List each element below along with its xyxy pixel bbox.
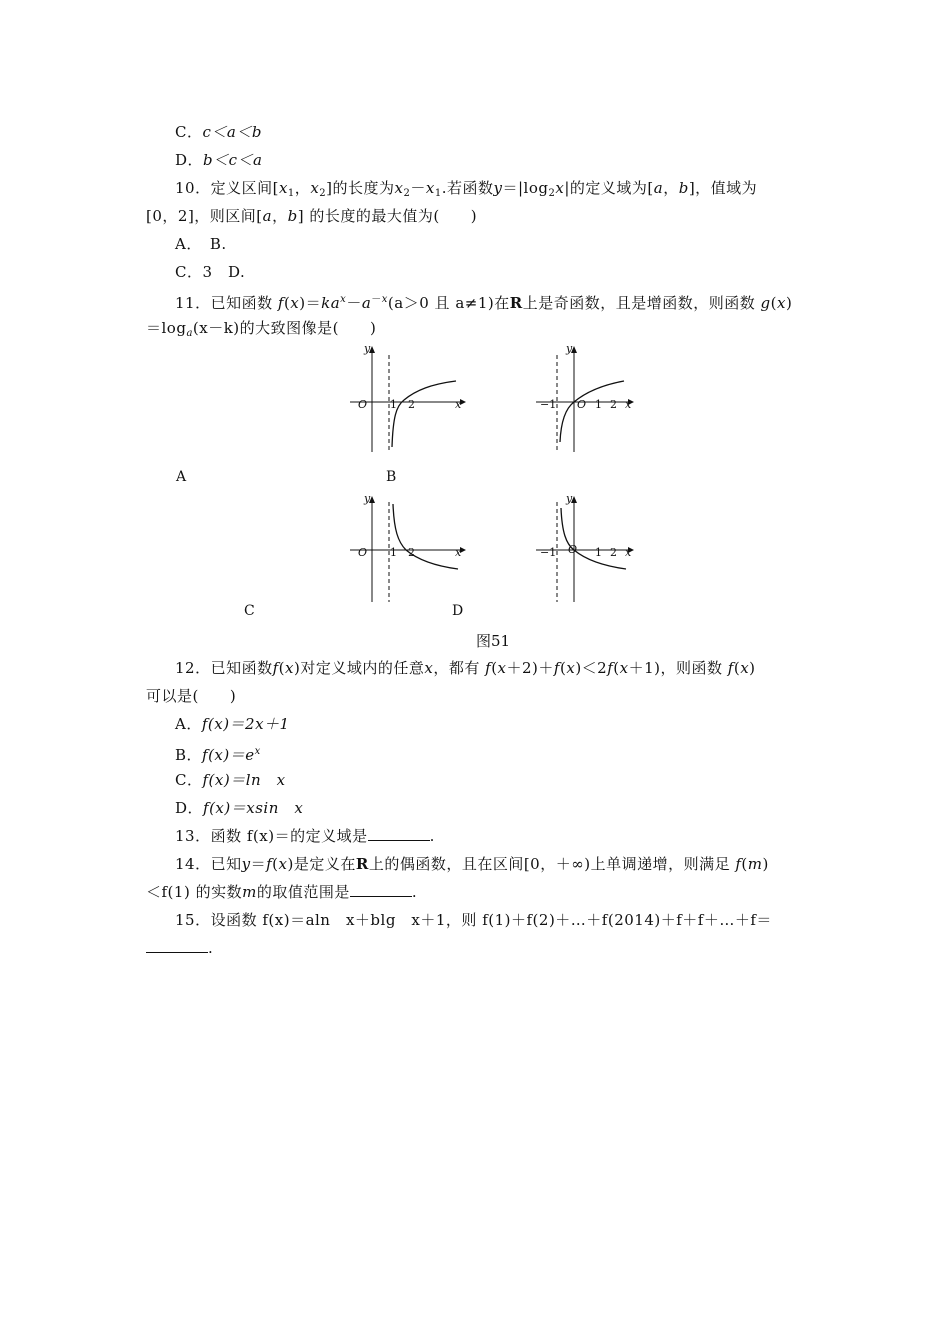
q10-sub1b: 1 [434, 188, 442, 199]
q14-text: 是定义在 [293, 855, 356, 873]
q10-x1b: x [425, 179, 435, 197]
y-label: y [566, 492, 573, 505]
curve [393, 504, 458, 569]
q11-text: (a＞0 且 [387, 294, 451, 312]
y-label: y [566, 342, 573, 355]
graph-d [528, 490, 643, 609]
q10-comma: ， [294, 179, 311, 197]
q10-text: .若函数 [441, 179, 494, 197]
y-label: y [364, 342, 371, 355]
real-set-symbol: R [355, 855, 369, 873]
real-set-symbol: R [509, 294, 523, 312]
q15-line-1: 15．设函数 f(x)＝aln x＋blg x＋1，则 f(1)＋f(2)＋…＋f(2014)＋f＋f＋…＋f＝ [175, 911, 772, 929]
q10-a2: a [262, 207, 273, 225]
x-label: x [625, 546, 632, 559]
q9-option-c [175, 122, 262, 142]
q10-base: 2 [548, 188, 556, 199]
q14-line-2 [146, 882, 417, 902]
q14-text: 14．已知 [175, 855, 242, 873]
q10-text: 定义区间[ [210, 179, 279, 197]
tick-2: 2 [408, 546, 415, 559]
q14-text: 上的偶函数，且在区间[0，＋∞)上单调递增，则满足 [368, 855, 731, 873]
option-expression: b＜c＜a [203, 151, 263, 169]
curve [561, 508, 626, 569]
option-superscript: x [254, 746, 261, 757]
q14-text: 的取值范围是 [256, 883, 350, 901]
q10-line-1: 10．定义区间[$x_1$，$x_2$]的长度为$x_2-x_1$.若函数$y=|\log_2x|$的定义域为[a，b]，值域为 [175, 179, 758, 199]
answer-blank [350, 882, 412, 897]
q10-text: ]，值域为 [688, 179, 758, 197]
q12-option-b [175, 742, 261, 765]
q12-text: 对定义域内的任意 [300, 659, 425, 677]
tick-1: 1 [390, 398, 397, 411]
q10-text: ] 的长度的最大值为( ) [297, 207, 478, 225]
graph-label-a: A [176, 469, 187, 485]
curve [560, 381, 624, 442]
answer-blank [368, 826, 430, 841]
option-label: C． [175, 123, 203, 141]
option-label: D． [175, 151, 204, 169]
q10-b2: b [287, 207, 298, 225]
q12-option-c [175, 770, 286, 790]
q10-sub2: 2 [319, 188, 327, 199]
answer-blank [146, 938, 208, 953]
q11-text: a≠1)在 [455, 294, 510, 312]
q14-text: ＜f(1) 的实数 [146, 883, 243, 901]
figure-caption: 图51 [476, 632, 511, 650]
q11-text: 11．已知函数 [175, 294, 273, 312]
q10-options-cd: C．3 D. [175, 263, 246, 281]
q14-line-1: 14．已知y＝f(x)是定义在R上的偶函数，且在区间[0，＋∞)上单调递增，则满足 f(m) [175, 855, 769, 873]
q15-line-2 [146, 938, 213, 958]
q10-line-2: [0，2]，则区间[a，b] 的长度的最大值为( ) [146, 207, 478, 225]
q15-period: . [208, 939, 214, 957]
q12-option-a [175, 714, 290, 734]
x-label: x [455, 398, 462, 411]
q11-fx: f [277, 294, 284, 312]
q11-text: ＝log [146, 319, 187, 337]
origin-label: O [358, 546, 368, 559]
q12-line-1: 12．已知函数f(x)对定义域内的任意x，都有 f(x＋2)＋f(x)＜2f(x＋1)，则函数 f(x) [175, 659, 756, 677]
q10-options-ab: A． B. [175, 235, 227, 253]
q10-x1: x [278, 179, 288, 197]
graph-a [340, 340, 470, 459]
curve [392, 381, 456, 447]
graph-c [340, 490, 470, 609]
q10-x2b: x [394, 179, 404, 197]
q10-sub1: 1 [287, 188, 295, 199]
graph-label-d: D [452, 603, 464, 619]
tick-2: 2 [408, 398, 415, 411]
q10-text: |的定义域为[ [564, 179, 654, 197]
origin-label: O [568, 543, 578, 556]
origin-label: O [358, 398, 368, 411]
q12-line-2: 可以是( ) [146, 687, 237, 705]
q10-text: [0，2]，则区间[ [146, 207, 263, 225]
option-label: B． [175, 746, 203, 764]
option-expression: c＜a＜b [202, 123, 262, 141]
q14-m: m [242, 883, 257, 901]
graph-b [528, 340, 643, 459]
q12-text: ，都有 [433, 659, 480, 677]
q13-line [175, 826, 435, 846]
option-label: C． [175, 771, 203, 789]
q13-text: 13．函数 f(x)＝的定义域是 [175, 827, 368, 845]
q10-y: y [493, 179, 503, 197]
q10-b: b [678, 179, 689, 197]
graph-label-b: B [386, 469, 397, 485]
q12-option-d [175, 798, 303, 818]
tick-minus-1: −1 [540, 398, 557, 411]
q11-text: 上是奇函数，且是增函数，则函数 [522, 294, 756, 312]
option-expression: f(x)＝xsin x [203, 799, 304, 817]
q10-log: ＝|log [502, 179, 549, 197]
q10-x: x [555, 179, 565, 197]
option-label: A． [175, 715, 202, 733]
q14-period: . [411, 883, 418, 901]
q10-x2: x [310, 179, 320, 197]
origin-label: O [577, 398, 587, 411]
x-label: x [455, 546, 462, 559]
q11-text: (x－k)的大致图像是( ) [192, 319, 377, 337]
y-label: y [364, 492, 371, 505]
option-label: D． [175, 799, 204, 817]
tick-2: 2 [610, 546, 617, 559]
q13-period: . [429, 827, 435, 845]
q12-text: 12．已知函数 [175, 659, 273, 677]
q11-line-1: 11．已知函数 $f(x)=ka^x-a^{-x}(a>0$ 且 a≠1)在R上是奇函数，且是增函数，则函数 g(x) [175, 294, 793, 312]
tick-1: 1 [595, 546, 602, 559]
option-expression: f(x)＝2x＋1 [201, 715, 290, 733]
q10-text: ]的长度为 [326, 179, 395, 197]
tick-1: 1 [390, 546, 397, 559]
x-label: x [625, 398, 632, 411]
q9-option-d [175, 150, 262, 170]
tick-minus-1: −1 [540, 546, 557, 559]
tick-1: 1 [595, 398, 602, 411]
question-number: 10． [175, 179, 211, 197]
option-expression: f(x)＝ln x [202, 771, 286, 789]
q10-sub2b: 2 [403, 188, 411, 199]
graph-label-c: C [244, 603, 255, 619]
q11-line-2: $=\log_a(x-k)$的大致图像是( ) [146, 319, 377, 339]
option-expression: f(x)＝e [202, 746, 255, 764]
tick-2: 2 [610, 398, 617, 411]
q10-a: a [653, 179, 664, 197]
